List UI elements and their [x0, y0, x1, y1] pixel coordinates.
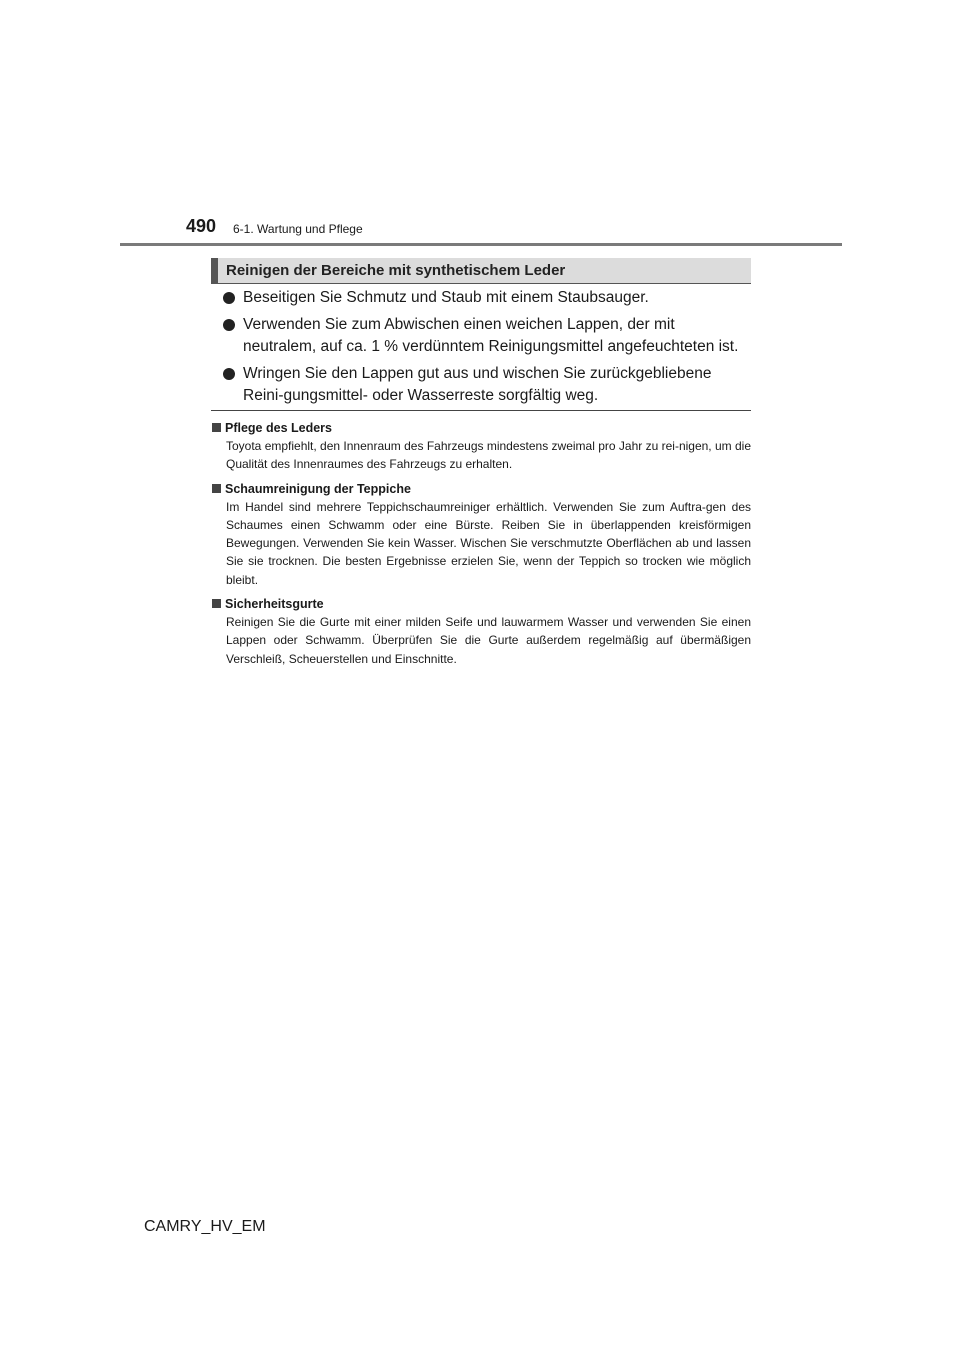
document-code: CAMRY_HV_EM — [144, 1218, 266, 1235]
header-rule — [120, 243, 842, 246]
bullet-dot-icon — [223, 319, 235, 331]
bullet-text: Beseitigen Sie Schmutz und Staub mit einem Staubsauger. — [243, 289, 649, 306]
square-bullet-icon — [212, 484, 221, 493]
bullet-item — [222, 363, 750, 407]
square-bullet-icon — [212, 599, 221, 608]
note-heading: Pflege des Leders — [225, 421, 332, 435]
note-item — [211, 419, 751, 474]
section-accent-marker — [211, 258, 218, 283]
bullet-list — [222, 287, 750, 412]
note-body: Toyota empfiehlt, den Innenraum des Fahrzeugs mindestens zweimal pro Jahr zu rei-nigen, um die Qualität des Innenraumes des Fahrzeugs zu erhalten. — [226, 439, 751, 472]
notes-section — [211, 419, 751, 674]
note-body: Im Handel sind mehrere Teppichschaumreiniger erhältlich. Verwenden Sie zum Auftra-gen des Schaumes einen Schwamm oder eine Bürste. Reiben Sie in überlappenden kreisförmigen Bewegungen. Verwenden Sie kein Wasser. Wischen Sie verschmutzte Oberflächen ab und lassen Sie sie trocknen. Die besten Ergebnisse erzielen Sie, wenn der Teppich so trocken wie möglich bleibt. — [226, 499, 751, 587]
section-title: Reinigen der Bereiche mit synthetischem Leder — [226, 262, 566, 279]
note-heading-row — [211, 480, 751, 498]
bullet-item — [222, 287, 750, 309]
square-bullet-icon — [212, 423, 221, 432]
note-heading: Sicherheitsgurte — [225, 597, 324, 612]
note-item — [211, 480, 751, 589]
note-heading: Schaumreinigung der Teppiche — [225, 481, 411, 496]
bullet-dot-icon — [223, 368, 235, 380]
note-heading-row — [211, 595, 751, 613]
page-number: 490 — [186, 216, 217, 236]
note-item — [211, 595, 751, 668]
section-divider — [211, 410, 751, 411]
section-path: 6-1. Wartung und Pflege — [233, 222, 363, 236]
bullet-text: Verwenden Sie zum Abwischen einen weichen Lappen, der mit neutralem, auf ca. 1 % verdünntem Reinigungsmittel angefeuchteten ist. — [243, 316, 739, 355]
bullet-text: Wringen Sie den Lappen gut aus und wischen Sie zurückgebliebene Reini-gungsmittel- oder Wasserreste sorgfältig weg. — [243, 365, 712, 404]
note-heading-row — [211, 419, 751, 437]
note-body: Reinigen Sie die Gurte mit einer milden Seife und lauwarmem Wasser und verwenden Sie einen Lappen oder Schwamm. Überprüfen Sie die Gurte außerdem regelmäßig auf übermäßigen Verschleiß, Scheuerstellen und Einschnitte. — [226, 615, 751, 666]
bullet-item — [222, 314, 750, 358]
section-title-bar — [211, 258, 751, 284]
bullet-dot-icon — [223, 292, 235, 304]
